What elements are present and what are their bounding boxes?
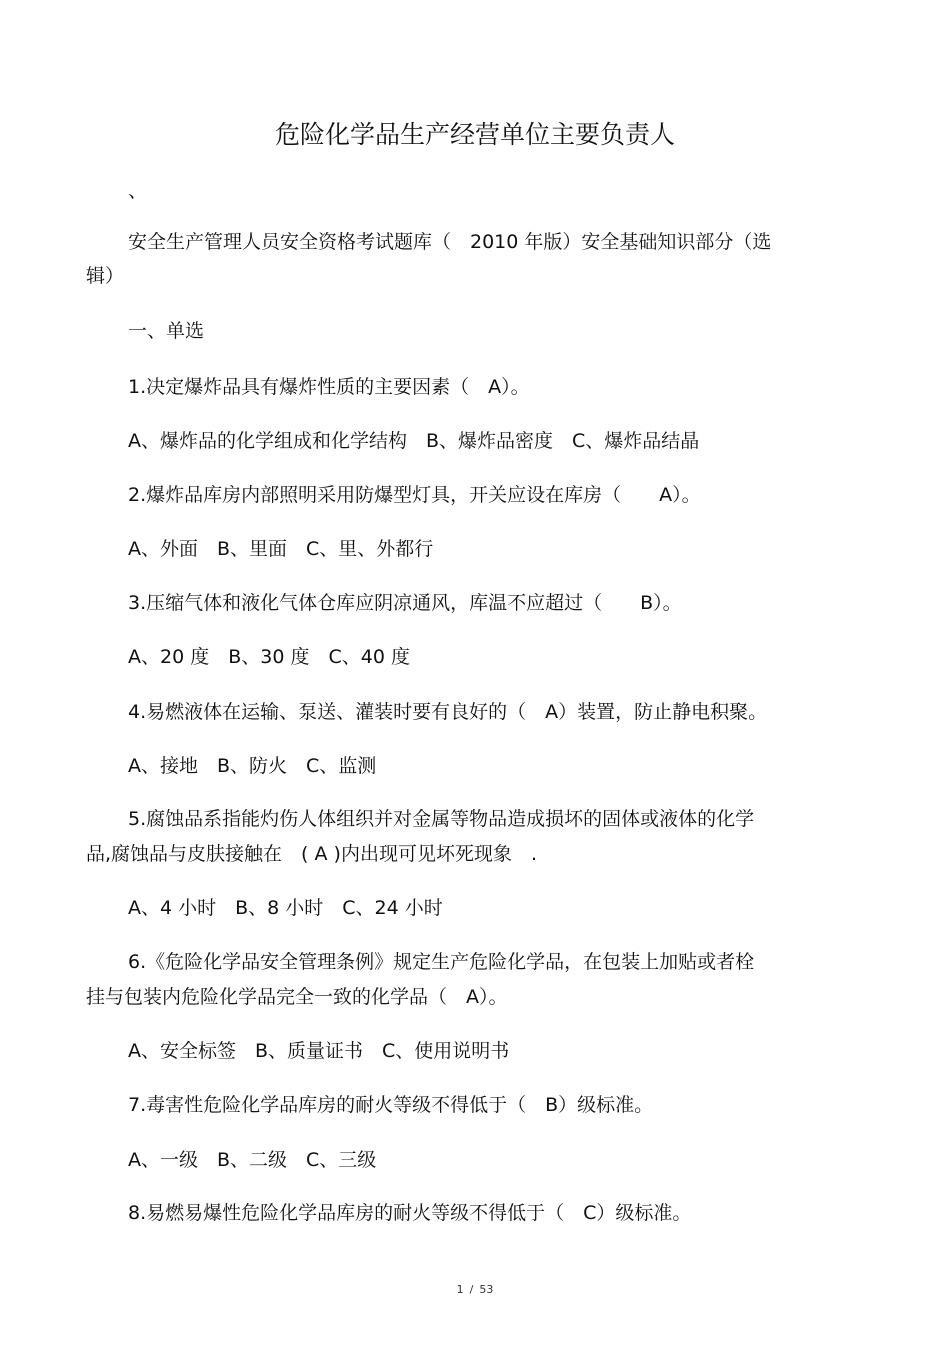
- question-8: 8.易燃易爆性危险化学品库房的耐火等级不得低于（ C）级标准。: [128, 1202, 692, 1224]
- subtitle-line-2: 辑）: [86, 265, 125, 287]
- page-total: 53: [479, 1283, 494, 1296]
- stray-mark: 、: [128, 180, 148, 202]
- options-5: A、4 小时 B、8 小时 C、24 小时: [128, 897, 443, 919]
- options-7: A、一级 B、二级 C、三级: [128, 1149, 377, 1171]
- page-separator: /: [469, 1283, 474, 1296]
- question-5-line-1: 5.腐蚀品系指能灼伤人体组织并对金属等物品造成损坏的固体或液体的化学: [128, 808, 755, 830]
- question-2: 2.爆炸品库房内部照明采用防爆型灯具，开关应设在库房（ A）。: [128, 484, 701, 506]
- question-1: 1.决定爆炸品具有爆炸性质的主要因素（ A）。: [128, 376, 530, 398]
- options-4: A、接地 B、防火 C、监测: [128, 755, 377, 777]
- question-6-line-2: 挂与包装内危险化学品完全一致的化学品（ A）。: [86, 986, 508, 1008]
- question-4: 4.易燃液体在运输、泵送、灌装时要有良好的（ A）装置，防止静电积聚。: [128, 701, 768, 723]
- options-6: A、安全标签 B、质量证书 C、使用说明书: [128, 1040, 510, 1062]
- subtitle-line-1: 安全生产管理人员安全资格考试题库（ 2010 年版）安全基础知识部分（选: [128, 231, 772, 253]
- section-heading: 一、单选: [128, 320, 205, 342]
- question-7: 7.毒害性危险化学品库房的耐火等级不得低于（ B）级标准。: [128, 1094, 654, 1116]
- question-3: 3.压缩气体和液化气体仓库应阴凉通风，库温不应超过（ B）。: [128, 592, 682, 614]
- page-number: [0, 1283, 950, 1297]
- options-2: A、外面 B、里面 C、里、外都行: [128, 538, 434, 560]
- options-3: A、20 度 B、30 度 C、40 度: [128, 646, 410, 668]
- document-title: 危险化学品生产经营单位主要负责人: [274, 120, 675, 149]
- question-6-line-1: 6.《危险化学品安全管理条例》规定生产危险化学品，在包装上加贴或者栓: [128, 951, 755, 973]
- question-5-line-2: 品,腐蚀品与皮肤接触在 ( A )内出现可见坏死现象 .: [86, 843, 537, 865]
- options-1: A、爆炸品的化学组成和化学结构 B、爆炸品密度 C、爆炸品结晶: [128, 430, 700, 452]
- page-current: 1: [456, 1283, 464, 1296]
